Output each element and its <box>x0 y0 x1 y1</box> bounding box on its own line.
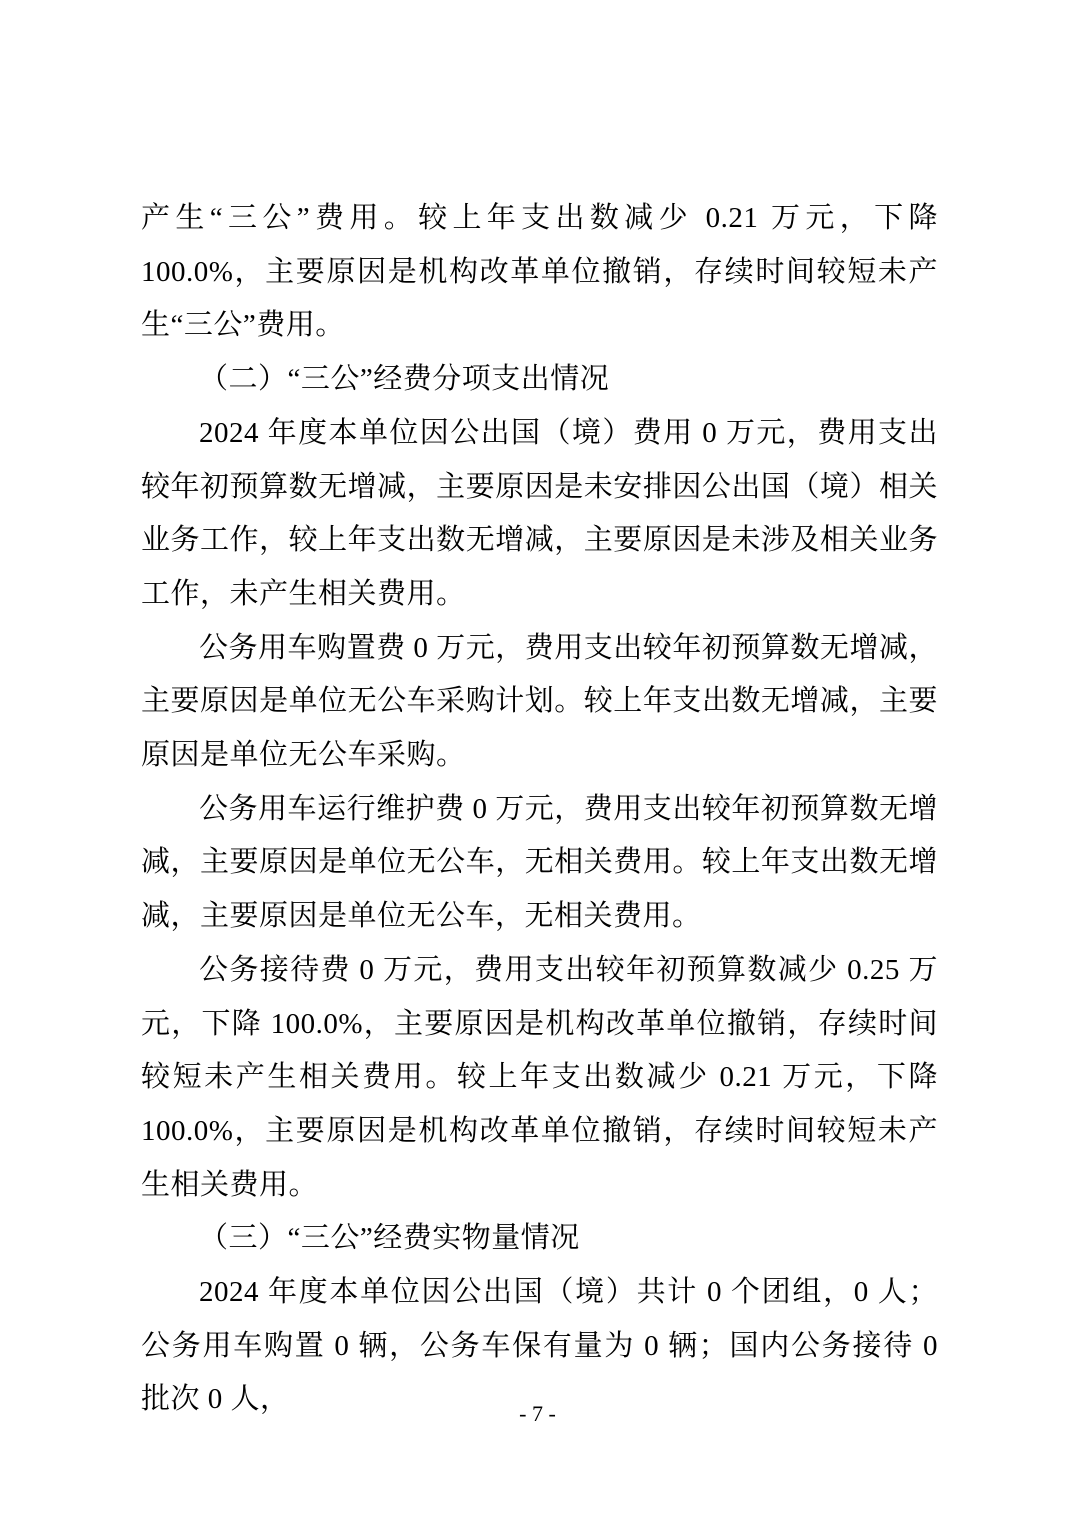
section-heading-three: （三）“三公”经费实物量情况 <box>199 1222 580 1255</box>
paragraph-continuation: 产生“三公”费用。较上年支出数减少 0.21 万元，下降 100.0%，主要原因是机构改革单位撤销，存续时间较短未产生“三公”费用。 <box>141 202 938 342</box>
paragraph-vehicle-purchase-cost: 公务用车购置费 0 万元，费用支出较年初预算数无增减，主要原因是单位无公车采购计划。较上年支出数无增减，主要原因是单位无公车采购。 <box>141 631 938 772</box>
page-body <box>141 192 938 1427</box>
paragraph-official-reception-cost: 公务接待费 0 万元，费用支出较年初预算数减少 0.25 万元，下降 100.0%，主要原因是机构改革单位撤销，存续时间较短未产生相关费用。较上年支出数减少 0.21 万元，下降 100.0%，主要原因是机构改革单位撤销，存续时间较短未产生相关费用。 <box>141 953 938 1201</box>
paragraph-overseas-trips-cost: 2024 年度本单位因公出国（境）费用 0 万元，费用支出较年初预算数无增减，主要原因是未安排因公出国（境）相关业务工作，较上年支出数无增减，主要原因是未涉及相关业务工作，未产生相关费用。 <box>141 416 938 610</box>
paragraph-physical-quantities: 2024 年度本单位因公出国（境）共计 0 个团组，0 人；公务用车购置 0 辆，公务车保有量为 0 辆；国内公务接待 0 批次 0 人， <box>141 1276 938 1416</box>
section-heading-two: （二）“三公”经费分项支出情况 <box>199 363 610 396</box>
page-number: - 7 - <box>519 1401 556 1426</box>
paragraph-vehicle-maintenance-cost: 公务用车运行维护费 0 万元，费用支出较年初预算数无增减，主要原因是单位无公车，无相关费用。较上年支出数无增减，主要原因是单位无公车，无相关费用。 <box>141 792 938 933</box>
